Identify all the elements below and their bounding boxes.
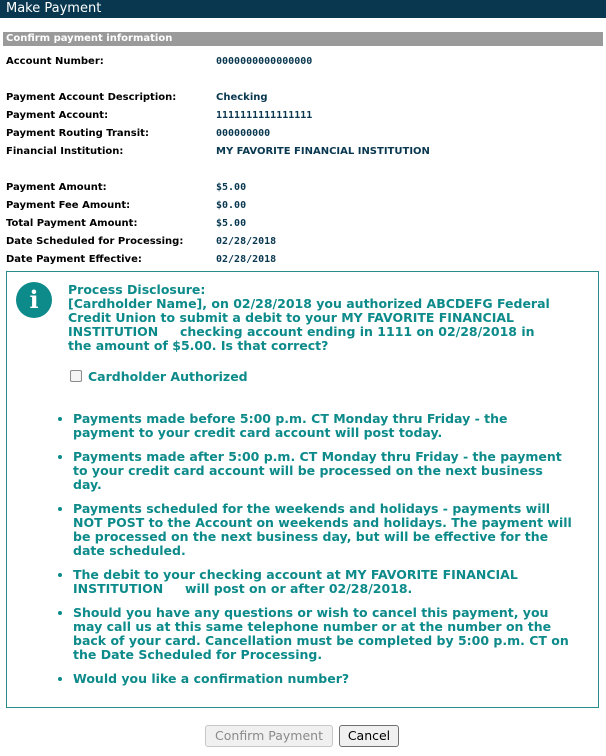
list-item: • Would you like a confirmation number? bbox=[73, 672, 573, 686]
field-label-account-description: Payment Account Description: bbox=[6, 92, 177, 103]
info-icon: i bbox=[16, 282, 52, 318]
field-label-date-effective: Date Payment Effective: bbox=[6, 254, 142, 265]
field-value-financial-institution: MY FAVORITE FINANCIAL INSTITUTION bbox=[216, 146, 430, 157]
list-item: • Payments made before 5:00 p.m. CT Monday thru Friday - the payment to your credit card account will post today. bbox=[73, 412, 573, 440]
field-value-payment-account: 1111111111111111 bbox=[216, 110, 313, 121]
list-item: • Should you have any questions or wish to cancel this payment, you may call us at this same telephone number or at the number on the back of your card. Cancellation must be completed by 5:00 p.m. CT on the Date Scheduled for Processing. bbox=[73, 606, 573, 662]
field-label-payment-account: Payment Account: bbox=[6, 110, 109, 121]
cardholder-authorized-label[interactable]: Cardholder Authorized bbox=[88, 369, 248, 384]
confirm-payment-button[interactable]: Confirm Payment bbox=[205, 725, 333, 747]
disclosure-bullet-list bbox=[58, 412, 573, 696]
list-item: • Payments scheduled for the weekends and holidays - payments will NOT POST to the Account on weekends and holidays. The payment will be processed on the next business day, but will be effective for the date scheduled. bbox=[73, 502, 573, 558]
field-value-date-effective: 02/28/2018 bbox=[216, 254, 277, 265]
field-value-payment-amount: $5.00 bbox=[216, 182, 247, 193]
disclosure-paragraph: [Cardholder Name], on 02/28/2018 you authorized ABCDEFG Federal Credit Union to submit a debit to your MY FAVORITE FINANCIAL INSTITUTION checking account ending in 1111 on 02/28/2018 in the amount of $5.00. Is that correct? bbox=[68, 296, 555, 353]
field-value-routing-transit: 000000000 bbox=[216, 128, 271, 139]
section-title: Confirm payment information bbox=[3, 32, 603, 46]
field-value-date-scheduled: 02/28/2018 bbox=[216, 236, 277, 247]
field-value-total-amount: $5.00 bbox=[216, 218, 247, 229]
field-label-payment-amount: Payment Amount: bbox=[6, 182, 107, 193]
list-item: • The debit to your checking account at MY FAVORITE FINANCIAL INSTITUTION will post on or after 02/28/2018. bbox=[73, 568, 573, 596]
window-title: Make Payment bbox=[0, 0, 606, 18]
disclosure-heading: Process Disclosure: bbox=[68, 282, 206, 297]
field-label-total-amount: Total Payment Amount: bbox=[6, 218, 138, 229]
field-label-account-number: Account Number: bbox=[6, 56, 104, 67]
cancel-button[interactable]: Cancel bbox=[339, 725, 399, 747]
list-item: • Payments made after 5:00 p.m. CT Monday thru Friday - the payment to your credit card account will be processed on the next business day. bbox=[73, 450, 573, 492]
field-value-account-description: Checking bbox=[216, 92, 268, 103]
field-label-financial-institution: Financial Institution: bbox=[6, 146, 124, 157]
field-value-fee-amount: $0.00 bbox=[216, 200, 247, 211]
field-label-date-scheduled: Date Scheduled for Processing: bbox=[6, 236, 184, 247]
field-label-routing-transit: Payment Routing Transit: bbox=[6, 128, 149, 139]
field-value-account-number: 0000000000000000 bbox=[216, 56, 313, 67]
cardholder-authorized-checkbox[interactable] bbox=[70, 370, 82, 382]
field-label-fee-amount: Payment Fee Amount: bbox=[6, 200, 131, 211]
